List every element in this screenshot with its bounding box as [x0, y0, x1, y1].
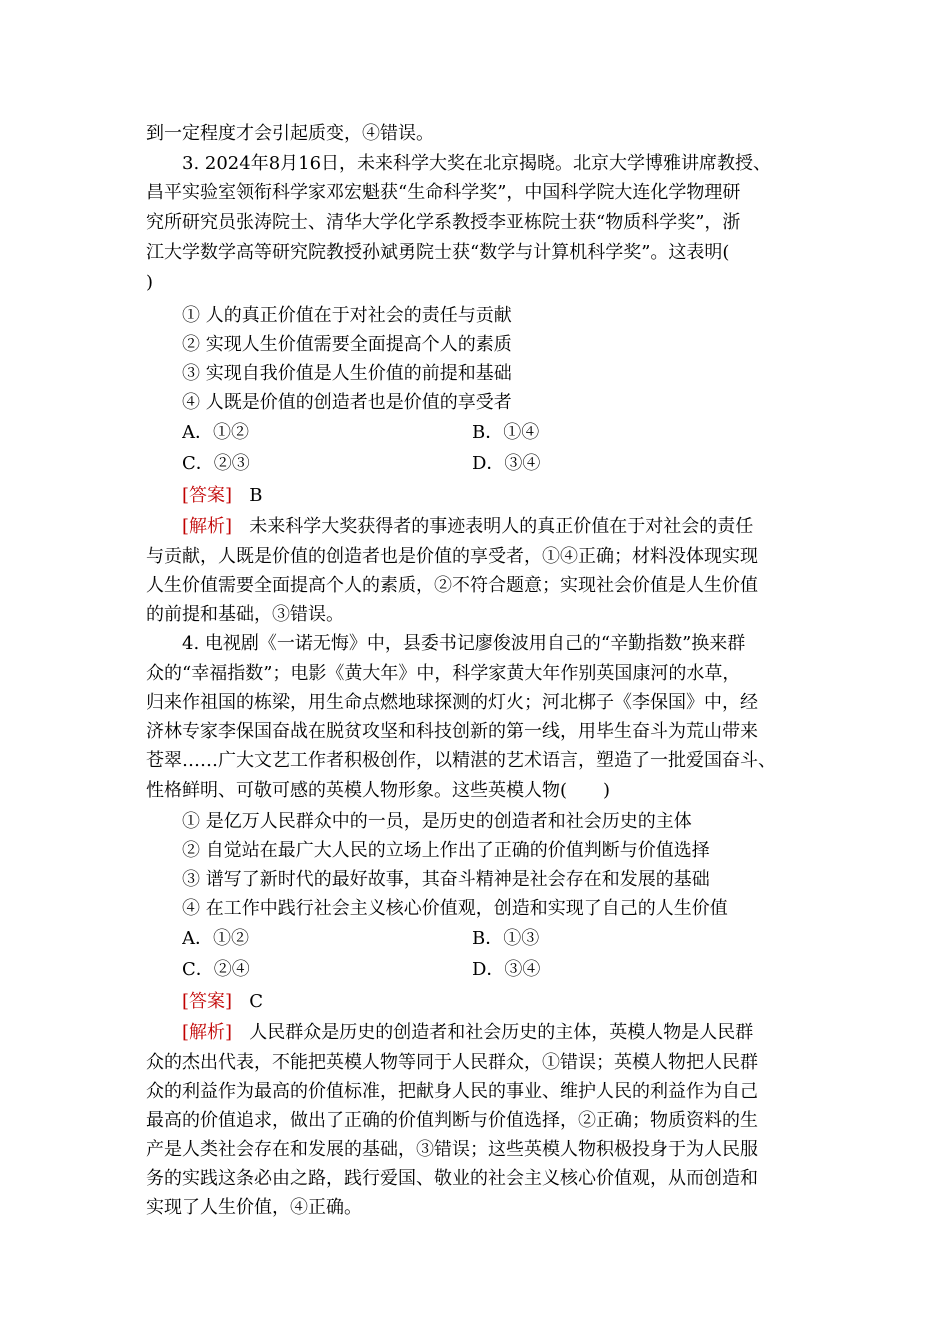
q4-stem-line: 众的“幸福指数”；电影《黄大年》中，科学家黄大年作别英国康河的水草， [146, 663, 741, 684]
q3-stem-line: 究所研究员张涛院士、清华大学化学系教授李亚栋院士获“物质科学奖”，浙 [146, 212, 741, 233]
q3-answer-line [182, 484, 816, 508]
analysis-tag: [解析] [182, 516, 233, 537]
q3-analysis-line: 的前提和基础，③错误。 [146, 604, 344, 625]
q3-stem-line: 昌平实验室领衔科学家邓宏魁获“生命科学奖”，中国科学院大连化学物理研 [146, 182, 741, 203]
q3-statement: ② 实现人生价值需要全面提高个人的素质 [182, 334, 512, 355]
q4-option-c: C．②④ [182, 959, 250, 980]
q4-stem-line: 性格鲜明、可敬可感的英模人物形象。这些英模人物( ) [146, 780, 611, 801]
q3-stem-line: ) [146, 272, 154, 293]
q3-option-a: A．①② [182, 422, 249, 443]
analysis-tag: [解析] [182, 1022, 233, 1043]
q3-analysis-line [182, 515, 816, 539]
q4-statement: ④ 在工作中践行社会主义核心价值观，创造和实现了自己的人生价值 [182, 898, 728, 919]
q4-answer: C [249, 991, 263, 1012]
q4-option-b: B．①③ [472, 928, 540, 949]
q4-statement: ① 是亿万人民群众中的一员，是历史的创造者和社会历史的主体 [182, 811, 692, 832]
q4-analysis-line: 务的实践这条必由之路，践行爱国、敬业的社会主义核心价值观，从而创造和 [146, 1168, 758, 1189]
q3-option-b: B．①④ [472, 422, 540, 443]
q4-stem-line: 济林专家李保国奋战在脱贫攻坚和科技创新的第一线，用毕生奋斗为荒山带来 [146, 721, 758, 742]
answer-tag: [答案] [182, 485, 233, 506]
q3-answer: B [249, 485, 263, 506]
q3-statement: ③ 实现自我价值是人生价值的前提和基础 [182, 363, 512, 384]
answer-tag: [答案] [182, 991, 233, 1012]
q4-analysis-line: 众的杰出代表，不能把英模人物等同于人民群众，①错误；英模人物把人民群 [146, 1052, 758, 1073]
q4-statement: ③ 谱写了新时代的最好故事，其奋斗精神是社会存在和发展的基础 [182, 869, 710, 890]
q4-stem-line: 4. 电视剧《一诺无悔》中，县委书记廖俊波用自己的“辛勤指数”换来群 [182, 633, 746, 654]
q3-option-d: D．③④ [472, 453, 541, 474]
q4-option-a: A．①② [182, 928, 249, 949]
q4-answer-line [182, 990, 816, 1014]
q3-analysis-text: 未来科学大奖获得者的事迹表明人的真正价值在于对社会的责任 [249, 516, 754, 537]
q4-option-d: D．③④ [472, 959, 541, 980]
q3-analysis-line: 人生价值需要全面提高个人的素质，②不符合题意；实现社会价值是人生价值 [146, 575, 758, 596]
q4-stem-line: 归来作祖国的栋梁，用生命点燃地球探测的灯火；河北梆子《李保国》中，经 [146, 692, 758, 713]
q3-statement: ④ 人既是价值的创造者也是价值的享受者 [182, 392, 512, 413]
q3-stem-line: 江大学数学高等研究院教授孙斌勇院士获“数学与计算机科学奖”。这表明( [146, 242, 730, 263]
q4-analysis-line: 众的利益作为最高的价值标准，把献身人民的事业、维护人民的利益作为自己 [146, 1081, 758, 1102]
q4-analysis-text: 人民群众是历史的创造者和社会历史的主体，英模人物是人民群 [249, 1022, 754, 1043]
prev-analysis-tail: 到一定程度才会引起质变，④错误。 [146, 123, 434, 144]
q4-analysis-line: 实现了人生价值，④正确。 [146, 1197, 362, 1218]
q4-stem-line: 苍翠……广大文艺工作者积极创作，以精湛的艺术语言，塑造了一批爱国奋斗、 [146, 750, 776, 771]
q4-statement: ② 自觉站在最广大人民的立场上作出了正确的价值判断与价值选择 [182, 840, 710, 861]
q3-analysis-line: 与贡献，人既是价值的创造者也是价值的享受者，①④正确；材料没体现实现 [146, 546, 758, 567]
q3-statement: ① 人的真正价值在于对社会的责任与贡献 [182, 305, 512, 326]
q3-option-c: C．②③ [182, 453, 250, 474]
q4-analysis-line: 产是人类社会存在和发展的基础，③错误；这些英模人物积极投身于为人民服 [146, 1139, 758, 1160]
q4-analysis-line [182, 1021, 816, 1045]
q4-analysis-line: 最高的价值追求，做出了正确的价值判断与价值选择，②正确；物质资料的生 [146, 1110, 758, 1131]
q3-stem-line: 3. 2024年8月16日，未来科学大奖在北京揭晓。北京大学博雅讲席教授、 [182, 153, 772, 174]
